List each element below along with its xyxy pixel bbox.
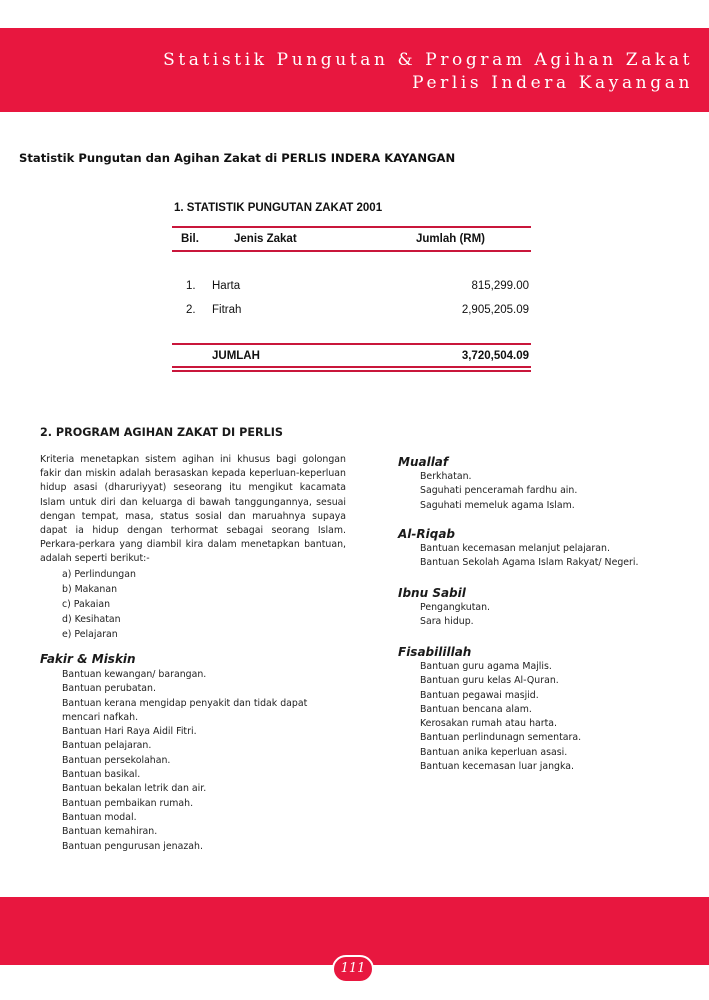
total-row: [172, 350, 531, 364]
column-header-jumlah: Jumlah (RM): [416, 233, 485, 245]
list-item: Bantuan bencana alam.: [420, 703, 532, 715]
column-header-jenis: Jenis Zakat: [234, 233, 297, 245]
fisabilillah-list: [420, 660, 581, 774]
criteria-list: [62, 567, 136, 642]
list-item: Bantuan perubatan.: [62, 683, 156, 695]
row-amount: 815,299.00: [471, 280, 529, 292]
list-item: Bantuan Hari Raya Aidil Fitri.: [62, 726, 197, 738]
list-item: Bantuan pengurusan jenazah.: [62, 840, 203, 852]
list-item: Bantuan kewangan/ barangan.: [62, 669, 207, 680]
list-item: Kerosakan rumah atau harta.: [420, 718, 558, 730]
list-item: Bantuan guru kelas Al-Quran.: [420, 675, 559, 687]
page-title: Statistik Pungutan dan Agihan Zakat di PERLIS INDERA KAYANGAN: [19, 151, 456, 165]
list-item: b) Makanan: [62, 584, 118, 595]
column-header-bil: Bil.: [181, 233, 199, 245]
list-item: e) Pelajaran: [62, 629, 118, 640]
total-amount: 3,720,504.09: [461, 350, 529, 362]
criteria-paragraph: Kriteria menetapkan sistem agihan ini khusus bagi golongan fakir dan miskin adalah berasaskan kepada keperluan-keperluan hidup asasi (dharuriyyat) seseorang itu mengikut kacamata Islam untuk diri dan keluarga di bawah tanggungannya, sesuai dengan tempat, masa, status sosial dan maruahnya supaya dapat ia hidup dengan terhormat sebagai seorang Islam. Perkara-perkara yang diambil kira dalam menetapkan bantuan, adalah seperti berikut:-: [40, 454, 346, 565]
list-item: Bantuan pelajaran.: [62, 740, 152, 752]
header-banner: [0, 28, 709, 112]
list-item: Bantuan persekolahan.: [62, 754, 171, 766]
fakir-miskin-list: [62, 668, 332, 854]
table-rule-total-top: [172, 343, 531, 345]
category-title-al-riqab: Al-Riqab: [398, 527, 456, 541]
stats-title: 1. STATISTIK PUNGUTAN ZAKAT 2001: [174, 202, 383, 214]
list-item: Sara hidup.: [420, 616, 474, 628]
list-item: Bantuan guru agama Majlis.: [420, 661, 552, 672]
list-item: Berkhatan.: [420, 471, 472, 482]
row-name: Fitrah: [212, 304, 242, 316]
muallaf-list: [420, 470, 577, 513]
category-title-fakir-miskin: Fakir & Miskin: [40, 652, 136, 666]
row-number: 1.: [186, 280, 196, 292]
page-number-badge: 111: [332, 955, 374, 983]
table-row: [172, 304, 531, 318]
ibnu-sabil-list: [420, 601, 490, 630]
table-rule-bottom-1: [172, 366, 531, 368]
header-title-line-2: Perlis Indera Kayangan: [412, 73, 693, 93]
list-item: Bantuan Sekolah Agama Islam Rakyat/ Negeri.: [420, 557, 639, 569]
list-item: Bantuan pembaikan rumah.: [62, 797, 194, 809]
al-riqab-list: [420, 542, 639, 571]
list-item: Bantuan kecemasan luar jangka.: [420, 761, 574, 773]
list-item: Saguhati memeluk agama Islam.: [420, 499, 575, 511]
table-row: [172, 280, 531, 294]
header-title-line-1: Statistik Pungutan & Program Agihan Zakat: [163, 50, 693, 70]
list-item: Bantuan modal.: [62, 811, 137, 823]
category-title-ibnu-sabil: Ibnu Sabil: [398, 586, 466, 600]
row-name: Harta: [212, 280, 241, 292]
list-item: c) Pakaian: [62, 599, 111, 610]
section-2-title: 2. PROGRAM AGIHAN ZAKAT DI PERLIS: [40, 426, 283, 439]
list-item: Bantuan kecemasan melanjut pelajaran.: [420, 543, 610, 554]
list-item: Bantuan pegawai masjid.: [420, 689, 539, 701]
table-rule-header: [172, 250, 531, 252]
list-item: a) Perlindungan: [62, 569, 136, 580]
list-item: d) Kesihatan: [62, 614, 121, 625]
list-item: Bantuan kerana mengidap penyakit dan tidak dapat mencari nafkah.: [62, 697, 308, 723]
list-item: Bantuan basikal.: [62, 769, 141, 781]
list-item: Pengangkutan.: [420, 602, 491, 613]
total-label: JUMLAH: [212, 350, 260, 362]
list-item: Bantuan kemahiran.: [62, 826, 158, 838]
list-item: Bantuan perlindunagn sementara.: [420, 732, 582, 744]
category-title-muallaf: Muallaf: [398, 455, 449, 469]
list-item: Saguhati penceramah fardhu ain.: [420, 485, 578, 497]
list-item: Bantuan bekalan letrik dan air.: [62, 783, 207, 795]
row-number: 2.: [186, 304, 196, 316]
row-amount: 2,905,205.09: [461, 304, 529, 316]
list-item: Bantuan anika keperluan asasi.: [420, 746, 568, 758]
table-rule-top: [172, 226, 531, 228]
category-title-fisabilillah: Fisabilillah: [398, 645, 472, 659]
table-rule-bottom-2: [172, 370, 531, 372]
